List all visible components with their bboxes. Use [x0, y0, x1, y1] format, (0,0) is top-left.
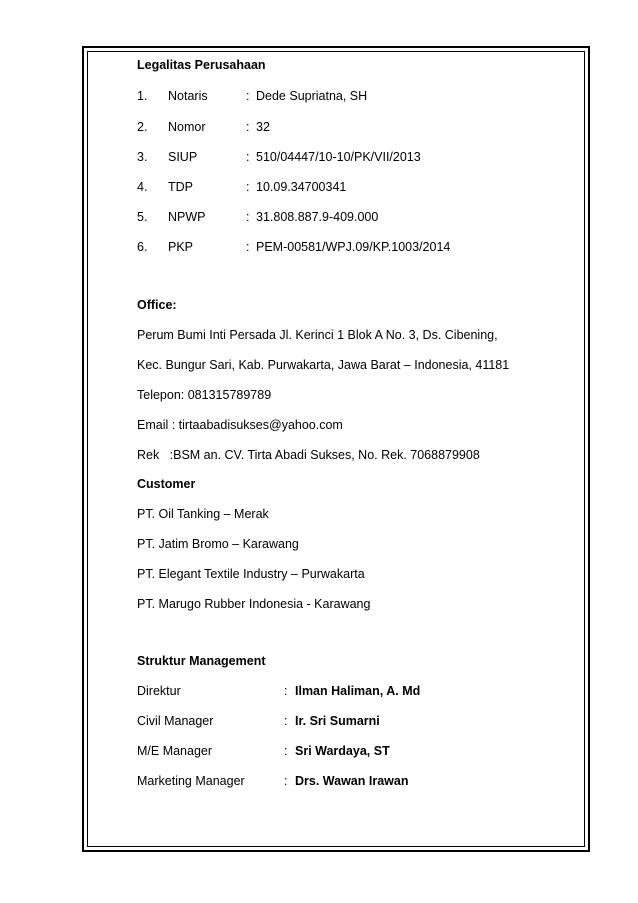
- legal-row-number: 4.: [137, 180, 148, 194]
- management-name: Ir. Sri Sumarni: [295, 714, 380, 728]
- management-separator: :: [284, 714, 288, 728]
- customer-item: PT. Oil Tanking – Merak: [137, 507, 269, 521]
- legal-row-separator: :: [246, 180, 250, 194]
- legal-row-separator: :: [246, 89, 250, 103]
- office-address-line-1: Perum Bumi Inti Persada Jl. Kerinci 1 Blok A No. 3, Ds. Cibening,: [137, 328, 498, 342]
- legal-row-separator: :: [246, 210, 250, 224]
- legal-row-label: Nomor: [168, 120, 206, 134]
- management-separator: :: [284, 684, 288, 698]
- management-role: Direktur: [137, 684, 181, 698]
- office-phone: Telepon: 081315789789: [137, 388, 272, 402]
- legal-row-value: 32: [256, 120, 270, 134]
- legal-row-separator: :: [246, 150, 250, 164]
- office-heading: Office:: [137, 298, 177, 312]
- management-name: Sri Wardaya, ST: [295, 744, 390, 758]
- management-name: Drs. Wawan Irawan: [295, 774, 409, 788]
- legal-row-number: 5.: [137, 210, 148, 224]
- customer-heading: Customer: [137, 477, 196, 491]
- management-name: Ilman Haliman, A. Md: [295, 684, 421, 698]
- management-separator: :: [284, 774, 288, 788]
- office-bank-account: Rek :BSM an. CV. Tirta Abadi Sukses, No. Rek. 7068879908: [137, 448, 480, 462]
- management-role: Civil Manager: [137, 714, 214, 728]
- legal-row-separator: :: [246, 120, 250, 134]
- office-address-line-2: Kec. Bungur Sari, Kab. Purwakarta, Jawa Barat – Indonesia, 41181: [137, 358, 510, 372]
- legal-row-value: Dede Supriatna, SH: [256, 89, 368, 103]
- management-role: M/E Manager: [137, 744, 213, 758]
- legal-row-separator: :: [246, 240, 250, 254]
- customer-item: PT. Jatim Bromo – Karawang: [137, 537, 299, 551]
- management-separator: :: [284, 744, 288, 758]
- management-role: Marketing Manager: [137, 774, 245, 788]
- legal-row-label: Notaris: [168, 89, 208, 103]
- legal-row-value: PEM-00581/WPJ.09/KP.1003/2014: [256, 240, 451, 254]
- legal-row-label: SIUP: [168, 150, 198, 164]
- customer-item: PT. Marugo Rubber Indonesia - Karawang: [137, 597, 371, 611]
- management-heading: Struktur Management: [137, 654, 266, 668]
- legal-row-label: PKP: [168, 240, 194, 254]
- legal-row-label: NPWP: [168, 210, 206, 224]
- legal-row-value: 10.09.34700341: [256, 180, 347, 194]
- customer-item: PT. Elegant Textile Industry – Purwakarta: [137, 567, 365, 581]
- legal-row-number: 6.: [137, 240, 148, 254]
- legal-row-number: 2.: [137, 120, 148, 134]
- legal-row-label: TDP: [168, 180, 193, 194]
- legal-row-value: 31.808.887.9-409.000: [256, 210, 379, 224]
- legal-row-value: 510/04447/10-10/PK/VII/2013: [256, 150, 421, 164]
- legal-row-number: 3.: [137, 150, 148, 164]
- legal-heading: Legalitas Perusahaan: [137, 58, 266, 72]
- office-email: Email : tirtaabadisukses@yahoo.com: [137, 418, 343, 432]
- legal-row-number: 1.: [137, 89, 148, 103]
